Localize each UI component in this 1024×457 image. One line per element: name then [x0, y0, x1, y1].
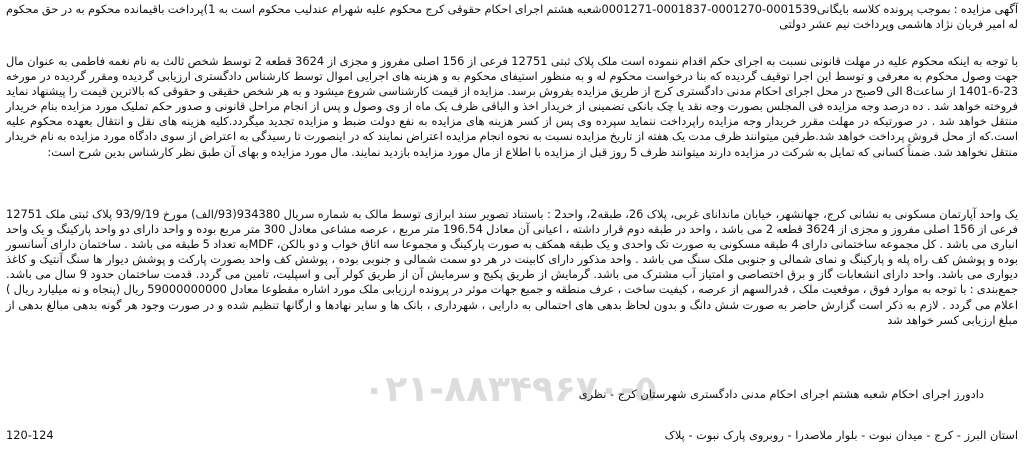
notice-body-property: یک واحد آپارتمان مسکونی به نشانی کرج، جهانشهر، خیابان ماندانای غربی، پلاک 26، طبقه2، واحد2 : باستناد تصویر سند ابرازی توسط مالک به شماره سریال 934380(93/الف) مورخ 93/9/19 پلاک ثبتی ملک 12751 فرعی از 156 اصلی مفروز و مجزی از 3624 قطعه 2 می باشد ، واحد در طبقه دوم قرار داشته ، اعیانی آن معادل 196.54 متر مربع ، عرصه مشاعی معادل 300 متر مربع بوده و واحد دارای دو واحد پارکینگ و یک واحد انباری می باشد . کل مجموعه ساختمانی دارای 4 طبقه مسکونی به صورت تک واحدی و یک طبقه همکف به صورت پارکینگ و مجموعا سه اتاق خواب و دو بالکن، MDFبه تعداد 5 طبقه می باشد . ساختمان دارای آسانسور بوده و پوشش کف راه پله و پارکینگ و نمای شمالی و جنوبی ملک سنگ می باشد . واحد مذکور دارای کابینت در هر دو سمت شمالی و جنوبی بوده ، پوشش کف واحد بصورت پارکت و پوشش دیوار ها سنگ آنتیک و کاغذ دیواری می باشد. واحد دارای انشعابات گاز و برق اختصاصی و امتیاز آب مشترک می باشد. گرمایش از طریق پکیج و سرمایش آن از طریق کولر آبی و اسپلیت، تامین می گردد. قدمت ساختمان حدود 9 سال می باشد. جمع‌بندی : با توجه به موارد فوق ، موقعیت ملک ، قدرالسهم از عرصه ، کیفیت ساخت ، عرف منطقه و جمیع جهات موثر در پرونده ارزیابی ملک مورد اشاره مقطوعا معادل 59000000000 ریال (پنجاه و نه میلیارد ریال ) اعلام می گردد . لازم به ذکر است گزارش حاضر به صورت شش دانگ و بدون لحاظ بدهی های احتمالی به دارایی ، شهرداری ، بانک ها و سایر نهادها و ارگانها تنظیم شده و در صورت وجود هر گونه بدهی مبالغ بدهی از مبلغ ارزیابی کسر خواهد شد [6, 207, 1019, 327]
notice-header: آگهی مزایده : بموجب پرونده کلاسه بایگانی0001539-0001270-0001837-0001271شعبه هشتم اجرای احکام حقوقی کرج محکوم علیه شهرام عندلیب محکوم است به 1)پرداخت باقیمانده محکوم به در حق محکوم له امیر فریان نژاد هاشمی وپرداخت نیم عشر دولتی [6, 2, 1018, 32]
address-line: استان البرز - کرج - میدان نبوت - بلوار ملاصدرا - روبروی پارک نبوت - پلاک [664, 428, 1018, 442]
notice-body-terms: با توجه به اینکه محکوم علیه در مهلت قانونی نسبت به اجرای حکم اقدام ننموده است ملک پلاک ثبتی 12751 فرعی از 156 اصلی مفروز و مجزی از 3624 قطعه 2 توسط شخص ثالث به نام نغمه فاطمی به عنوان مال جهت وصول محکوم به معرفی و توسط این اجرا توقیف گردیده که بنا درخواست محکوم له و به منظور استیفای محکوم به و هزینه های اجرایی اموال توسط کارشناس دادگستری ارزیابی گردیده ومقرر گردیده در مورخه 23-6-1401 از ساعت8 الی 9صبح در محل اجرای احکام مدنی دادگستری کرج از طریق مزایده بفروش برسد. مزایده از قیمت کارشناسی شروع میشود و به هر شخص حقیقی و حقوقی که بالاترین قیمت را پیشنهاد نماید فروخته خواهد شد . ده درصد وجه مزایده فی المجلس بصورت وجه نقد یا چک بانکی تضمینی از خریدار اخذ و الباقی ظرف یک ماه از وی وصول و پس از انجام مراحل قانونی و صدور حکم تملیک مورد مزایده بنام خریدار منتقل خواهد شد . در صورتیکه در مهلت مقرر خریدار وجه مزایده راپرداخت ننماید سپرده وی پس از کسر هزینه های مزایده به نفع دولت ضبط و مزایده تجدید میگردد.کلیه هزینه های نقل و انتقال بعهده محکوم علیه است.که از محل فروش پرداخت خواهد شد.طرفین میتوانند ظرف مدت یک هفته از تاریخ مزایده نسبت به نحوه انجام مزایده اعتراض نمایند که در اینصورت تا رسیدگی به اعتراض از سوی دادگاه مورد مزایده به نام خریدار منتقل نخواهد شد. ضمناً کسانی که تمایل به شرکت در مزایده دارند میتوانند ظرف 5 روز قبل از مزایده با اطلاع از مال مورد مزایده بازدید نمایند. مال مورد مزایده و بهای آن طبق نظر کارشناس بدین شرح است: [6, 54, 1019, 159]
plaque-number: 120-124 [6, 428, 54, 442]
phone-watermark: ۰۲۱-۸۸۳۴۹۶۷۰-۵ [363, 369, 657, 410]
signature-line: دادورز اجرای احکام شعبه هشتم اجرای احکام مدنی دادگستری شهرستان کرج - نظری [578, 387, 984, 401]
